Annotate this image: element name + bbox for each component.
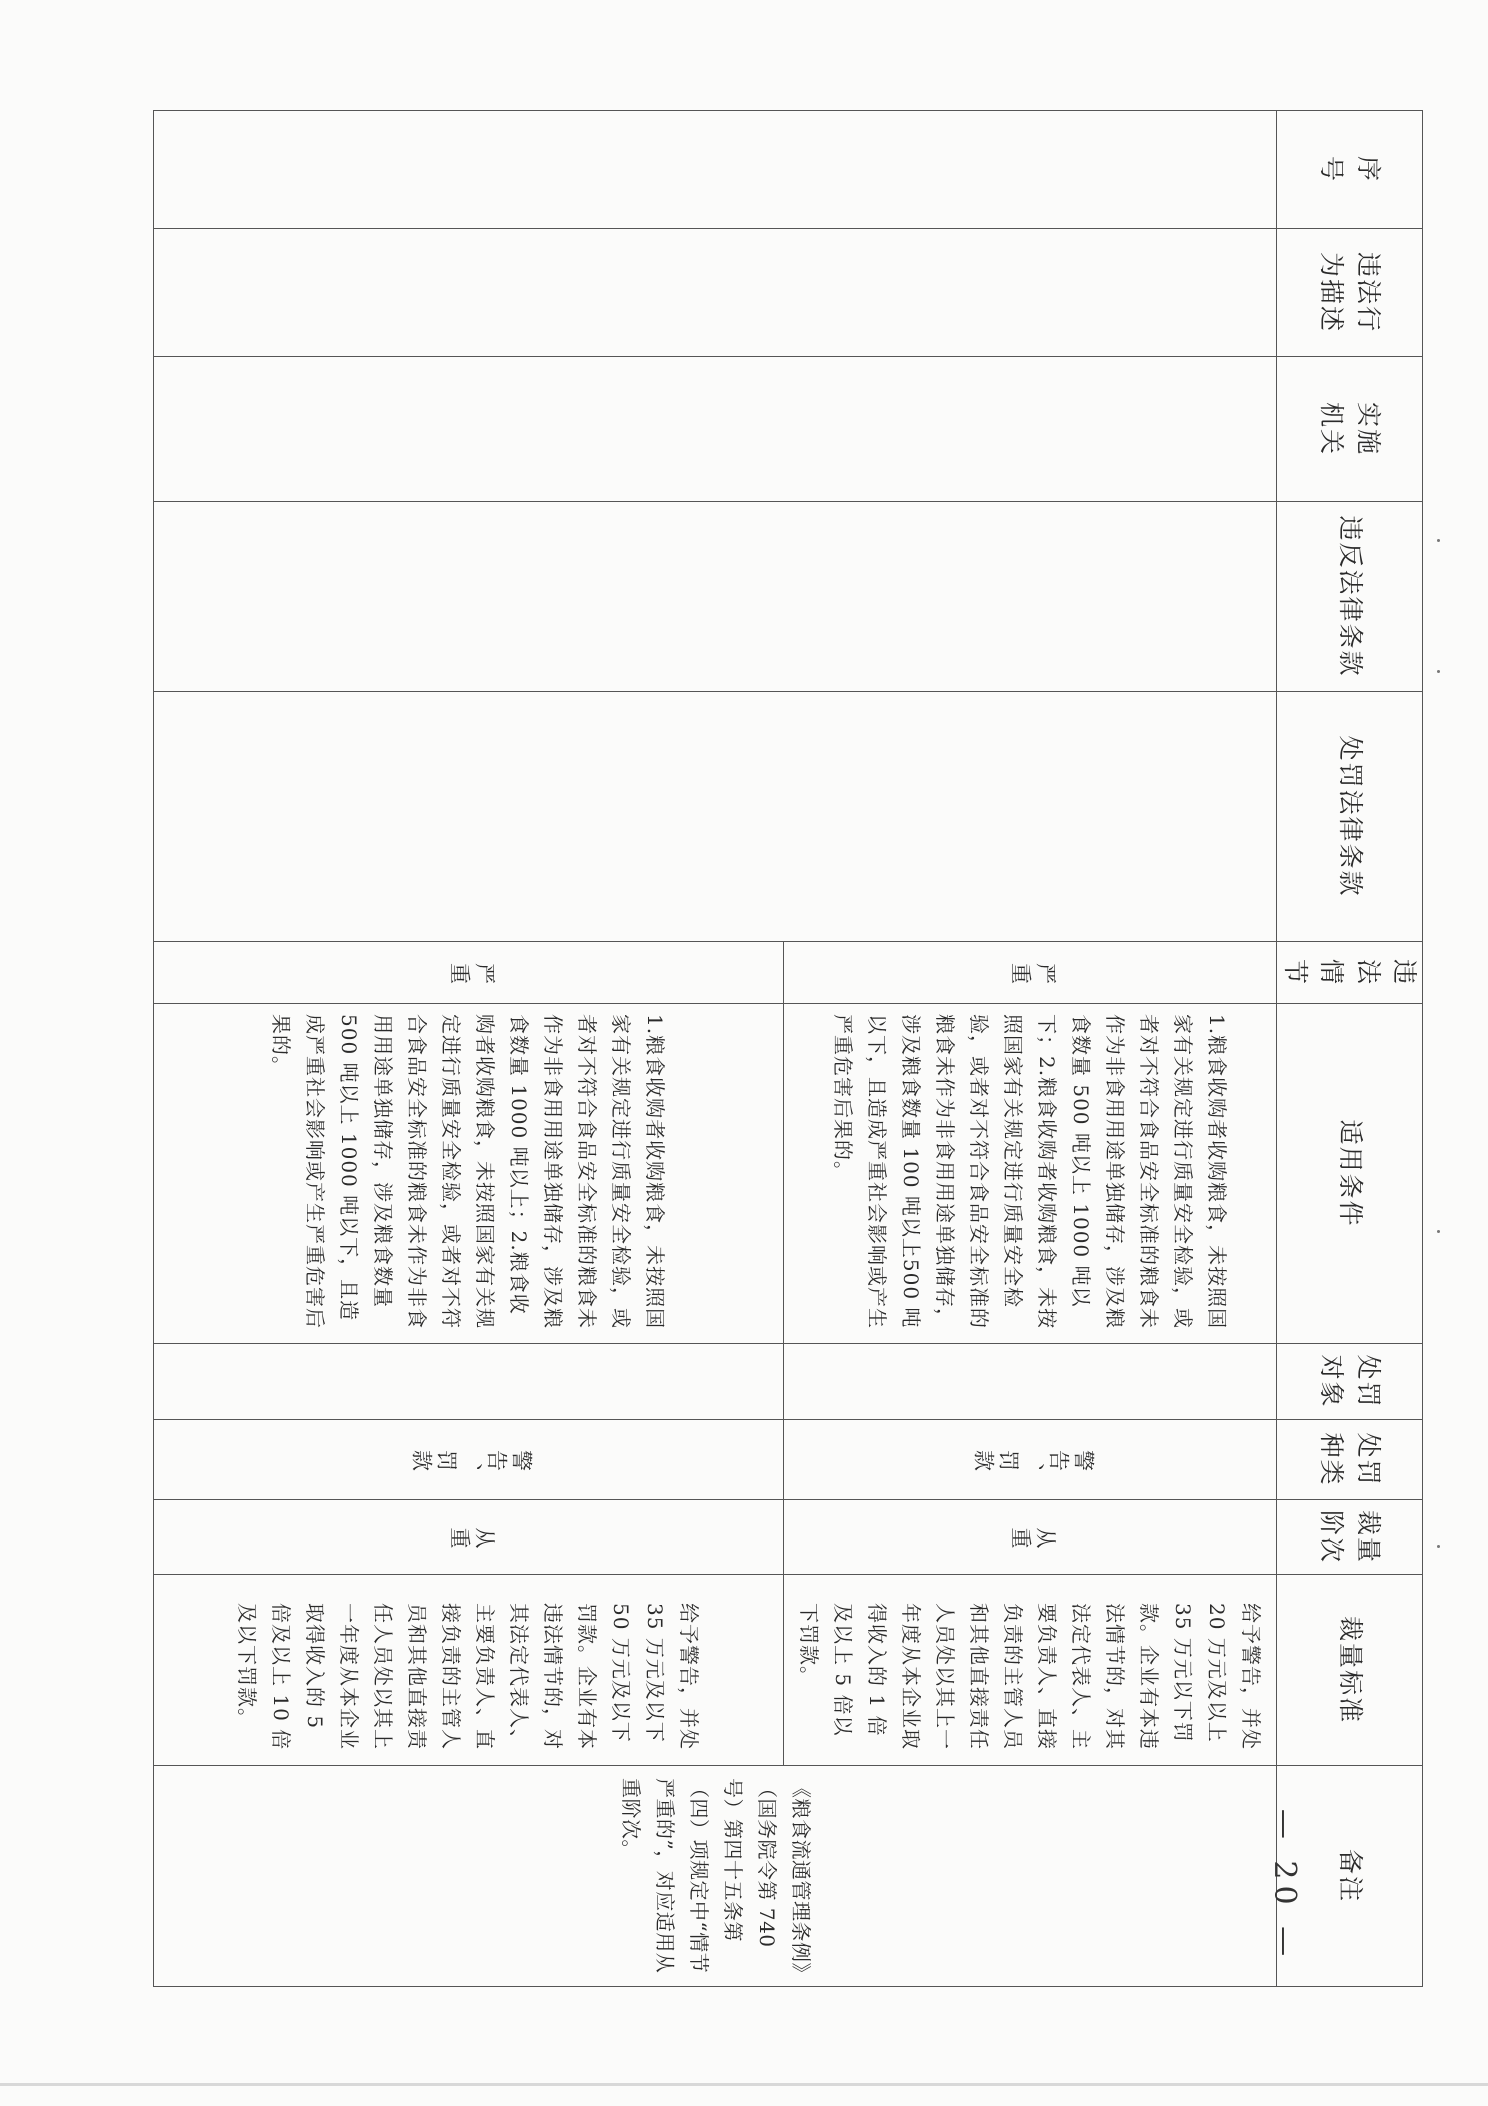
circumstance-cell: 严重	[784, 942, 1277, 1004]
target-cell	[154, 1344, 784, 1420]
scan-speck	[1437, 670, 1440, 673]
standard-cell: 给予警告，并处 20 万元及以上 35 万元以下罚款。企业有本违法情节的，对其法定代表人、主要负责人、直接负责的主管人员和其他直接责任人员处以其上一年度从本企业取得收入的 1 倍及以上 5 倍以下罚款。	[784, 1575, 1277, 1766]
scan-speck	[1437, 539, 1440, 542]
penalty-type-cell: 警告、罚款	[784, 1420, 1277, 1500]
rotated-document-page	[187, 110, 1423, 1986]
table-row	[784, 111, 1277, 1987]
circumstance-cell: 严重	[154, 942, 784, 1004]
seq-cell	[154, 111, 1277, 229]
scan-speck	[1437, 1230, 1440, 1233]
header-circumstance: 违法情节	[1277, 942, 1423, 1004]
header-standard: 裁量标准	[1277, 1575, 1423, 1766]
conditions-cell: 1.粮食收购者收购粮食，未按照国家有关规定进行质量安全检验，或者对不符合食品安全标准的粮食未作为非食用用途单独储存，涉及粮食数量 1000 吨以上；2.粮食收购者收购粮食，未按照国家有关规定进行质量安全检验，或者对不符合食品安全标准的粮食未作为非食用用途单独储存，涉及粮食数量 500 吨以上 1000 吨以下，且造成严重社会影响或产生严重危害后果的。	[154, 1004, 784, 1344]
conditions-cell: 1.粮食收购者收购粮食，未按照国家有关规定进行质量安全检验，或者对不符合食品安全标准的粮食未作为非食用用途单独储存，涉及粮食数量 500 吨以上 1000 吨以下；2.粮食收购者收购粮食，未按照国家有关规定进行质量安全检验，或者对不符合食品安全标准的粮食未作为非食用用途单独储存，涉及粮食数量 100 吨以上500 吨以下，且造成严重社会影响或产生严重危害后果的。	[784, 1004, 1277, 1344]
scan-edge	[0, 2083, 1488, 2086]
penalty-law-cell	[154, 692, 1277, 942]
violated-law-cell	[154, 502, 1277, 692]
level-cell: 从重	[784, 1500, 1277, 1575]
header-remarks: 备注	[1277, 1766, 1423, 1987]
penalty-discretion-table	[153, 110, 1423, 1987]
scan-speck	[1437, 1545, 1440, 1548]
header-penalty-type: 处罚种类	[1277, 1420, 1423, 1500]
header-desc: 违法行为描述	[1277, 229, 1423, 357]
remarks-cell: 《粮食流通管理条例》（国务院令第 740 号）第四十五条第（四）项规定中“情节严重的”，对应适用从重阶次。	[154, 1766, 1277, 1987]
level-cell: 从重	[154, 1500, 784, 1575]
penalty-type-cell: 警告、罚款	[154, 1420, 784, 1500]
standard-cell: 给予警告，并处 35 万元及以下 50 万元及以下罚款。企业有本违法情节的，对其法定代表人、主要负责人、直接负责的主管人员和其他直接责任人员处以其上一年度从本企业取得收入的 5 倍及以上 10 倍及以下罚款。	[154, 1575, 784, 1766]
agency-cell	[154, 357, 1277, 502]
header-agency: 实施机关	[1277, 357, 1423, 502]
target-cell	[784, 1344, 1277, 1420]
header-seq: 序号	[1277, 111, 1423, 229]
header-target: 处罚对象	[1277, 1344, 1423, 1420]
header-penalty-law: 处罚法律条款	[1277, 692, 1423, 942]
header-conditions: 适用条件	[1277, 1004, 1423, 1344]
header-row	[1277, 111, 1423, 1987]
desc-cell	[154, 229, 1277, 357]
header-violated-law: 违反法律条款	[1277, 502, 1423, 692]
header-level: 裁量阶次	[1277, 1500, 1423, 1575]
page-number: — 20 —	[1267, 1808, 1303, 1962]
